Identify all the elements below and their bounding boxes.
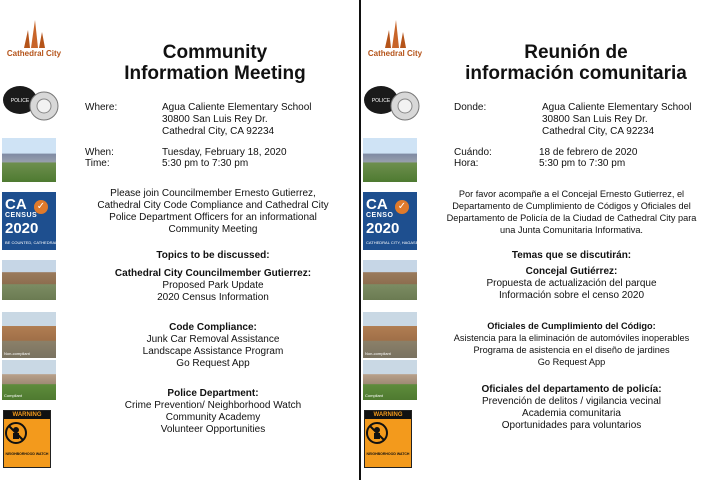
neighborhood-photo [363,260,417,300]
census-2020-badge: CA ✓ CENSO 2020 CATHEDRAL CITY, HAGASE CONTAR [363,192,417,250]
spanish-flyer [361,0,720,480]
census-2020-badge: CA ✓ CENSUS 2020 BE COUNTED, CATHEDRAL CITY [2,192,56,250]
neighborhood-watch-sign: WARNING NEIGHBORHOOD WATCH [3,410,51,468]
address-block: Agua Caliente Elementary School 30800 San Luis Rey Dr. Cathedral City, CA 92234 [542,102,692,137]
when-label: When: [85,147,114,158]
mountain-park-photo [2,138,56,182]
city-logo [6,18,62,58]
code-compliance-section: Code Compliance: Junk Car Removal Assistance Landscape Assistance Program Go Request App [142,322,284,369]
cathedral-logo-icon [381,18,409,48]
page-title: Reunión de información comunitaria [465,42,687,84]
svg-text:POLICE: POLICE [371,98,391,104]
english-flyer [0,0,359,480]
topics-heading: Temas que se discutirán: [511,250,632,261]
logo-text: Cathedral City [367,49,423,58]
cathedral-logo-icon [20,18,48,48]
non-compliant-yard-photo: Non-compliant [2,312,56,358]
time-label: Hora: [454,158,479,169]
code-compliance-section: Oficiales de Cumplimiento del Código: Asistencia para la eliminación de automóviles inoperables Programa de asistencia en el diseño de jardines Go Request App [453,321,690,367]
city-logo [367,18,423,58]
when-value: Tuesday, February 18, 2020 [162,147,287,158]
neighborhood-photo [2,260,56,300]
when-label: Cuándo: [454,147,492,158]
time-value: 5:30 pm to 7:30 pm [539,158,626,169]
neighborhood-watch-sign: WARNING NEIGHBORHOOD WATCH [364,410,412,468]
address-block: Agua Caliente Elementary School 30800 San Luis Rey Dr. Cathedral City, CA 92234 [162,102,312,137]
compliant-yard-photo: Compliant [2,360,56,400]
where-label: Where: [85,102,118,113]
time-label: Time: [85,158,110,169]
burglar-icon [365,421,389,445]
councilmember-section: Cathedral City Councilmember Gutierrez: Proposed Park Update 2020 Census Information [114,268,312,303]
police-section: Oficiales del departamento de policía: Prevención de delitos / vigilancia vecinal Academia comunitaria Oportunidades para voluntarios [481,384,662,431]
non-compliant-yard-photo: Non-compliant [363,312,417,358]
svg-text:POLICE: POLICE [10,98,30,104]
logo-text: Cathedral City [6,49,62,58]
where-label: Donde: [454,102,487,113]
page-title: Community Information Meeting [124,42,306,84]
burglar-icon [4,421,28,445]
when-value: 18 de febrero de 2020 [539,147,638,158]
mountain-park-photo [363,138,417,182]
check-icon: ✓ [395,200,409,214]
time-value: 5:30 pm to 7:30 pm [162,158,249,169]
check-icon: ✓ [34,200,48,214]
invitation-text: Por favor acompañe a el Concejal Ernesto Gutierrez, el Departamento de Cumplimiento de Códigos y Oficiales del Departamento de Policía de la Ciudad de Cathedral City para una Junta Comunitaria Informativa. [446,189,697,235]
councilmember-section: Concejal Gutiérrez: Propuesta de actualización del parque Información sobre el censo 2020 [486,266,657,301]
police-badge-icon [2,78,60,130]
invitation-text: Please join Councilmember Ernesto Gutierrez, Cathedral City Code Compliance and Cathedral City Police Department Officers for an informational Community Meeting [97,188,329,235]
police-badge-icon [363,78,421,130]
topics-heading: Topics to be discussed: [156,250,270,261]
compliant-yard-photo: Compliant [363,360,417,400]
police-section: Police Department: Crime Prevention/ Neighborhood Watch Community Academy Volunteer Opportunities [124,388,302,435]
